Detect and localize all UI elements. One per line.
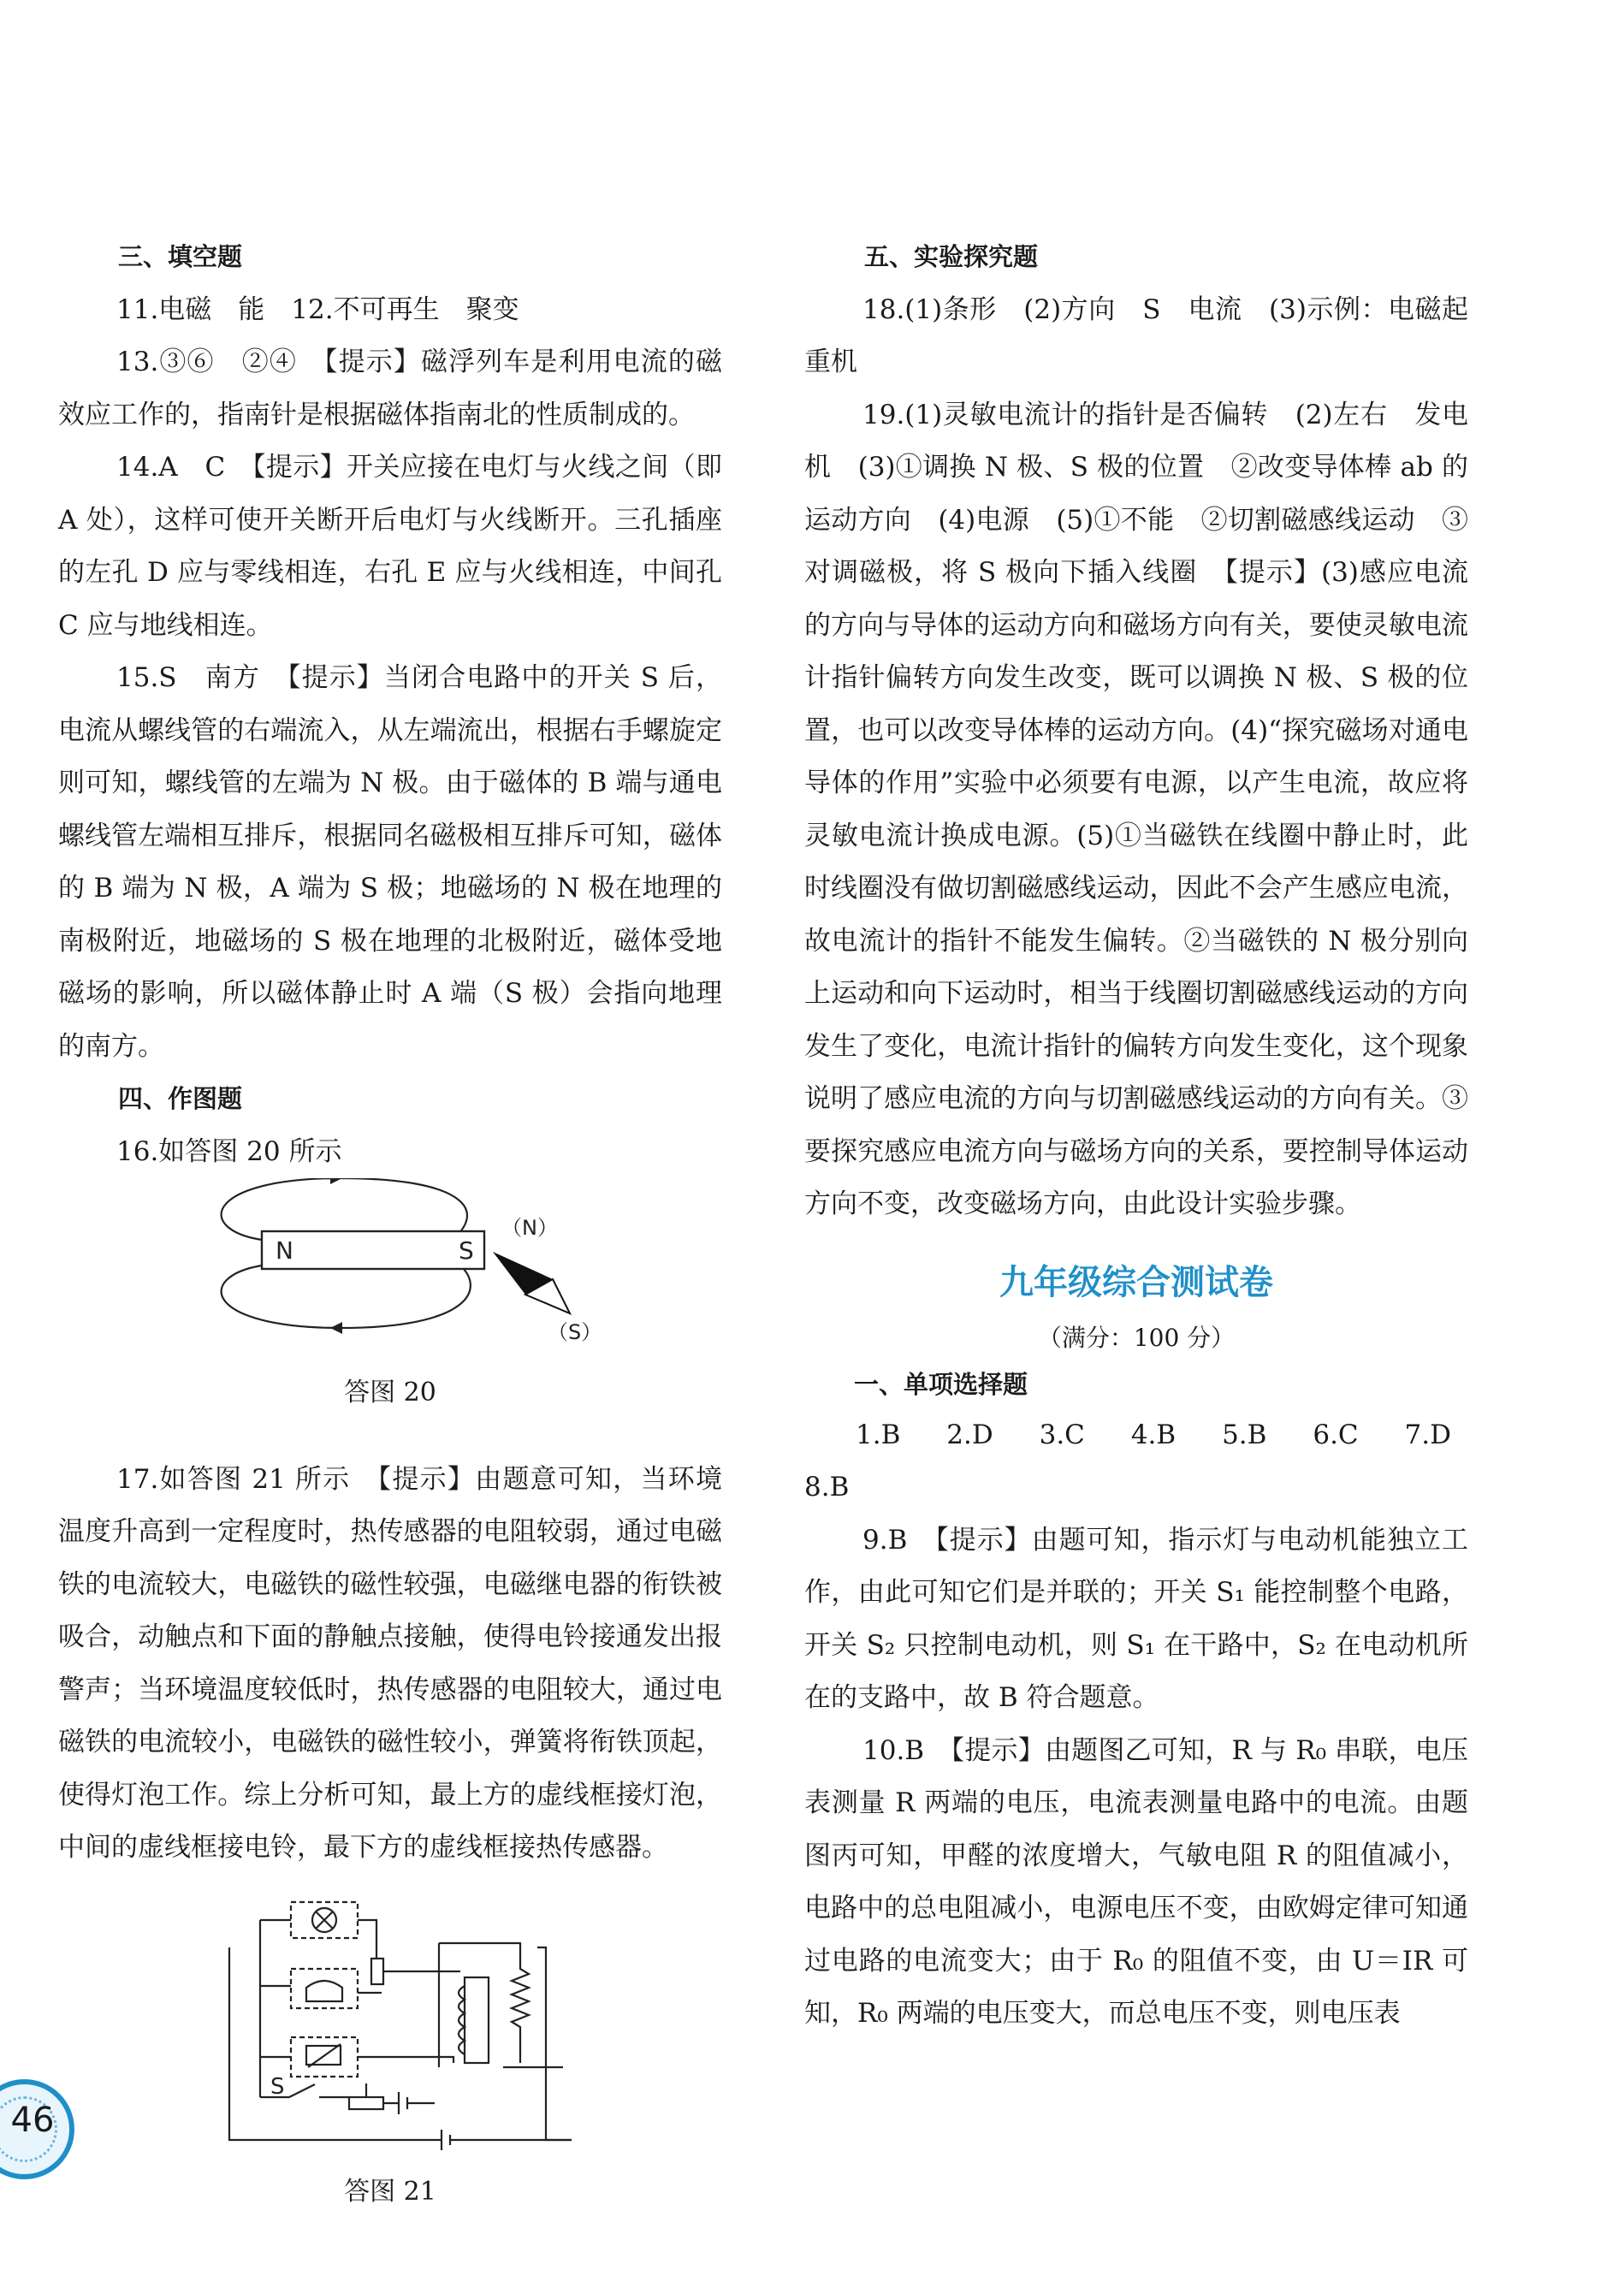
answer-17: 17.如答图 21 所示 【提示】由题意可知，当环境温度升高到一定程度时，热传感器的电阻较弱，通过电磁铁的电流较大，电磁铁的磁性较强，电磁继电器的衔铁被吸合，动触点和下面的静触点接触，使得电铃接通发出报警声；当环境温度较低时，热传感器的电阻较大，通过电磁铁的电流较小，电磁铁的磁性较小，弹簧将衔铁顶起，使得灯泡工作。综上分析可知，最上方的虚线框接灯泡，中间的虚线框接电铃，最下方的虚线框接热传感器。 <box>58 1463 722 1863</box>
bell <box>306 1981 342 2001</box>
section-title-fill-blank: 三、填空题 <box>118 242 243 271</box>
answer-8: 8.B <box>804 1472 850 1503</box>
dashed-box-bell <box>291 1969 358 2008</box>
answer-18: 18.(1)条形 (2)方向 S 电流 (3)示例：电磁起重机 <box>804 293 1468 377</box>
answer-7: 7.D <box>1404 1419 1451 1450</box>
figure-20-caption: 答图 20 <box>344 1378 436 1408</box>
needle-n-label: （N） <box>501 1216 558 1240</box>
answer-11-12: 11.电磁 能 12.不可再生 聚变 <box>116 293 519 325</box>
moving-contact <box>371 1959 383 1984</box>
variable-resistor <box>349 2097 383 2109</box>
answer-16: 16.如答图 20 所示 <box>116 1135 342 1167</box>
right-column <box>804 231 1468 2041</box>
answers-1-8 <box>804 1409 1468 1514</box>
answer-13: 13.③⑥ ②④ 【提示】磁浮列车是利用电流的磁效应工作的，指南针是根据磁体指南北的性质制成的。 <box>58 347 722 430</box>
bottom-battery <box>435 2130 572 2150</box>
page-number: 46 <box>10 2101 55 2140</box>
answer-3: 3.C <box>1039 1419 1085 1450</box>
circuit-right-wire <box>537 1947 572 2140</box>
answer-10: 10.B 【提示】由题图乙可知，R 与 R₀ 串联，电压表测量 R 两端的电压，电流表测量电路中的电流。由题图丙可知，甲醛的浓度增大，气敏电阻 R 的阻值减小，电路中的总电阻减小，电源电压不变，由欧姆定律可知通过电路的电流变大；由于 R₀ 的阻值不变，由 U＝IR 可知，R₀ 两端的电压变大，而总电压不变，则电压表 <box>804 1734 1469 2029</box>
answer-15: 15.S 南方 【提示】当闭合电路中的开关 S 后，电流从螺线管的右端流入，从左端流出，根据右手螺旋定则可知，螺线管的左端为 N 极。由于磁体的 B 端与通电螺线管左端相互排斥，根据同名磁极相互排斥可知，磁体的 B 端为 N 极，A 端为 S 极；地磁场的 N 极在地理的南极附近，地磁场的 S 极在地理的北极附近，磁体受地磁场的影响，所以磁体静止时 A 端（S 极）会指向地理的南方。 <box>58 662 722 1062</box>
dashed-box-sensor <box>291 2037 358 2077</box>
answer-14: 14.A C 【提示】开关应接在电灯与火线之间（即 A 处），这样可使开关断开后电灯与火线断开。三孔插座的左孔 D 应与零线相连，右孔 E 应与火线相连，中间孔 C 应与地线相连。 <box>58 452 722 641</box>
figure-21-circuit <box>58 1892 722 2166</box>
answer-2: 2.D <box>946 1419 993 1450</box>
answer-6: 6.C <box>1313 1419 1359 1450</box>
test-subtitle: （满分：100 分） <box>1037 1323 1236 1352</box>
answer-5: 5.B <box>1222 1419 1267 1450</box>
section-title-experiment: 五、实验探究题 <box>864 242 1039 271</box>
arrow-bottom <box>330 1322 342 1334</box>
section-title-single-choice: 一、单项选择题 <box>854 1369 1028 1399</box>
magnet-n-label: N <box>276 1236 293 1265</box>
section-title-drawing: 四、作图题 <box>118 1084 243 1113</box>
battery <box>383 2092 435 2114</box>
field-line-bottom <box>222 1265 471 1328</box>
left-column <box>58 231 722 2218</box>
figure-21 <box>58 1892 722 2166</box>
switch-s-label: S <box>270 2073 285 2100</box>
figure-21-caption: 答图 21 <box>344 2176 436 2207</box>
figure-20-diagram <box>58 1178 722 1375</box>
magnet-s-label: S <box>459 1236 474 1265</box>
spring <box>512 1953 529 2063</box>
answer-1: 1.B <box>856 1419 901 1450</box>
answer-4: 4.B <box>1130 1419 1177 1450</box>
answer-19: 19.(1)灵敏电流计的指针是否偏转 (2)左右 发电机 (3)①调换 N 极、S 极的位置 ②改变导体棒 ab 的运动方向 (4)电源 (5)①不能 ②切割磁感线运动 ③对调磁极，将 S 极向下插入线圈 【提示】(3)感应电流的方向与导体的运动方向和磁场方向有关，要使灵敏电流计指针偏转方向发生改变，既可以调换 N 极、S 极的位置，也可以改变导体棒的运动方向。(4)“探究磁场对通电导体的作用”实验中必须要有电源，以产生电流，故应将灵敏电流计换成电源。(5)①当磁铁在线圈中静止时，此时线圈没有做切割磁感线运动，因此不会产生感应电流，故电流计的指针不能发生偏转。②当磁铁的 N 极分别向上运动和向下运动时，相当于线圈切割磁感线运动的方向发生了变化，电流计指针的偏转方向发生变化，这个现象说明了感应电流的方向与切割磁感线运动的方向有关。③要探究感应电流方向与磁场方向的关系，要控制导体运动方向不变，改变磁场方向，由此设计实验步骤。 <box>804 399 1468 1219</box>
iron-core <box>465 1977 489 2063</box>
needle-s-label: （S） <box>548 1320 602 1344</box>
figure-20 <box>58 1178 722 1375</box>
test-title: 九年级综合测试卷 <box>999 1262 1273 1302</box>
answer-9: 9.B 【提示】由题可知，指示灯与电动机能独立工作，由此可知它们是并联的；开关 S₁ 能控制整个电路，开关 S₂ 只控制电动机，则 S₁ 在干路中，S₂ 在电动机所在的支路中，故 B 符合题意。 <box>804 1524 1468 1713</box>
bar-magnet <box>262 1231 484 1269</box>
